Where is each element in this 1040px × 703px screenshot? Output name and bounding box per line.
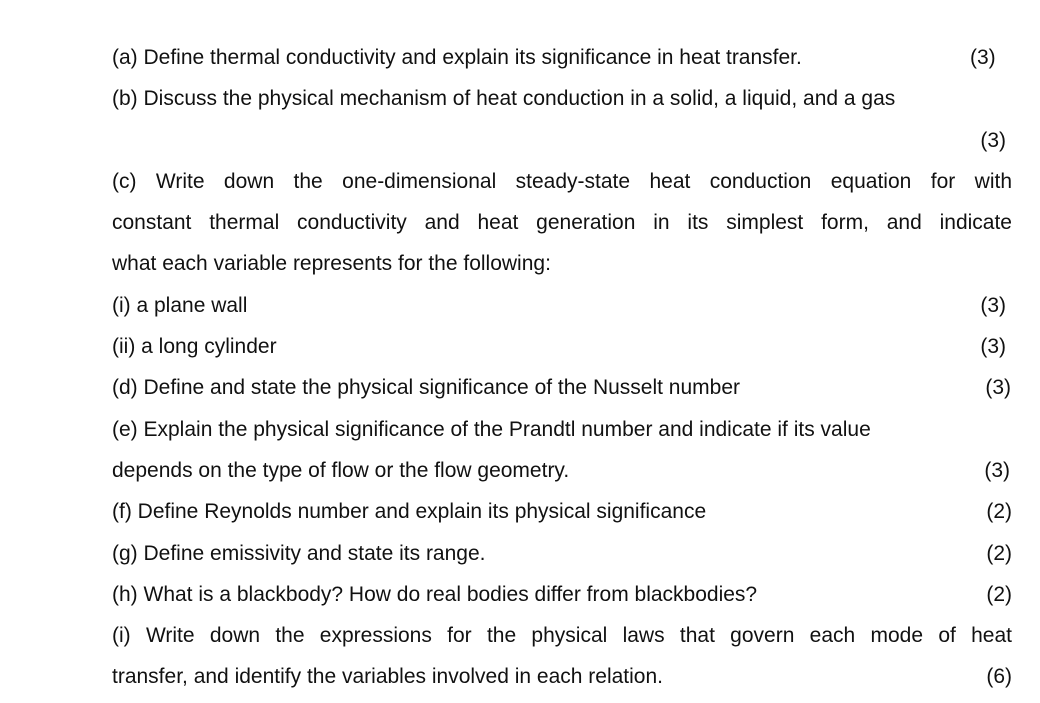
question-c-i-marks: (3) xyxy=(980,293,1006,317)
question-c-line-3: what each variable represents for the following: xyxy=(112,252,551,276)
question-i-text-2: transfer, and identify the variables involved in each relation. xyxy=(112,665,663,689)
question-f xyxy=(112,491,1012,532)
question-d-text: (d) Define and state the physical significance of the Nusselt number xyxy=(112,376,741,400)
question-e-text-2: depends on the type of flow or the flow geometry. xyxy=(112,458,570,482)
question-g-marks: (2) xyxy=(986,541,1012,565)
question-c-i xyxy=(112,285,1012,326)
question-a-text: (a) Define thermal conductivity and explain its significance in heat transfer. xyxy=(112,46,802,69)
question-a xyxy=(112,37,1012,78)
question-e-line-1 xyxy=(112,409,1012,450)
question-i-line-2 xyxy=(112,656,1012,697)
question-f-marks: (2) xyxy=(986,500,1012,524)
question-g xyxy=(112,533,1012,574)
question-f-text: (f) Define Reynolds number and explain its physical significance xyxy=(112,500,707,524)
question-sheet xyxy=(112,37,1012,698)
question-e-line-2 xyxy=(112,450,1012,491)
question-i-marks: (6) xyxy=(986,665,1012,689)
question-c-ii-marks: (3) xyxy=(980,335,1006,359)
question-g-text: (g) Define emissivity and state its range. xyxy=(112,541,486,565)
question-b-marks-line xyxy=(112,120,1012,161)
question-h-marks: (2) xyxy=(986,582,1012,606)
question-b-text: (b) Discuss the physical mechanism of heat conduction in a solid, a liquid, and a gas xyxy=(112,87,896,111)
question-b xyxy=(112,78,1012,119)
question-c-line-1: (c) Write down the one-dimensional steady-state heat conduction equation for with xyxy=(112,169,1012,193)
question-e-text-1: (e) Explain the physical significance of the Prandtl number and indicate if its value xyxy=(112,417,871,441)
question-c-ii-text: (ii) a long cylinder xyxy=(112,335,277,359)
question-d-marks: (3) xyxy=(985,376,1011,400)
question-d xyxy=(112,367,1012,408)
question-h-text: (h) What is a blackbody? How do real bodies differ from blackbodies? xyxy=(112,582,758,606)
question-c-line-2: constant thermal conductivity and heat generation in its simplest form, and indicate xyxy=(112,211,1012,235)
question-c-ii xyxy=(112,326,1012,367)
question-h xyxy=(112,574,1012,615)
question-a-marks: (3) xyxy=(970,46,996,69)
question-c-i-text: (i) a plane wall xyxy=(112,293,248,317)
question-i-line-1: (i) Write down the expressions for the physical laws that govern each mode of heat xyxy=(112,624,1012,648)
question-b-marks: (3) xyxy=(980,128,1006,152)
question-e-marks: (3) xyxy=(984,458,1010,482)
